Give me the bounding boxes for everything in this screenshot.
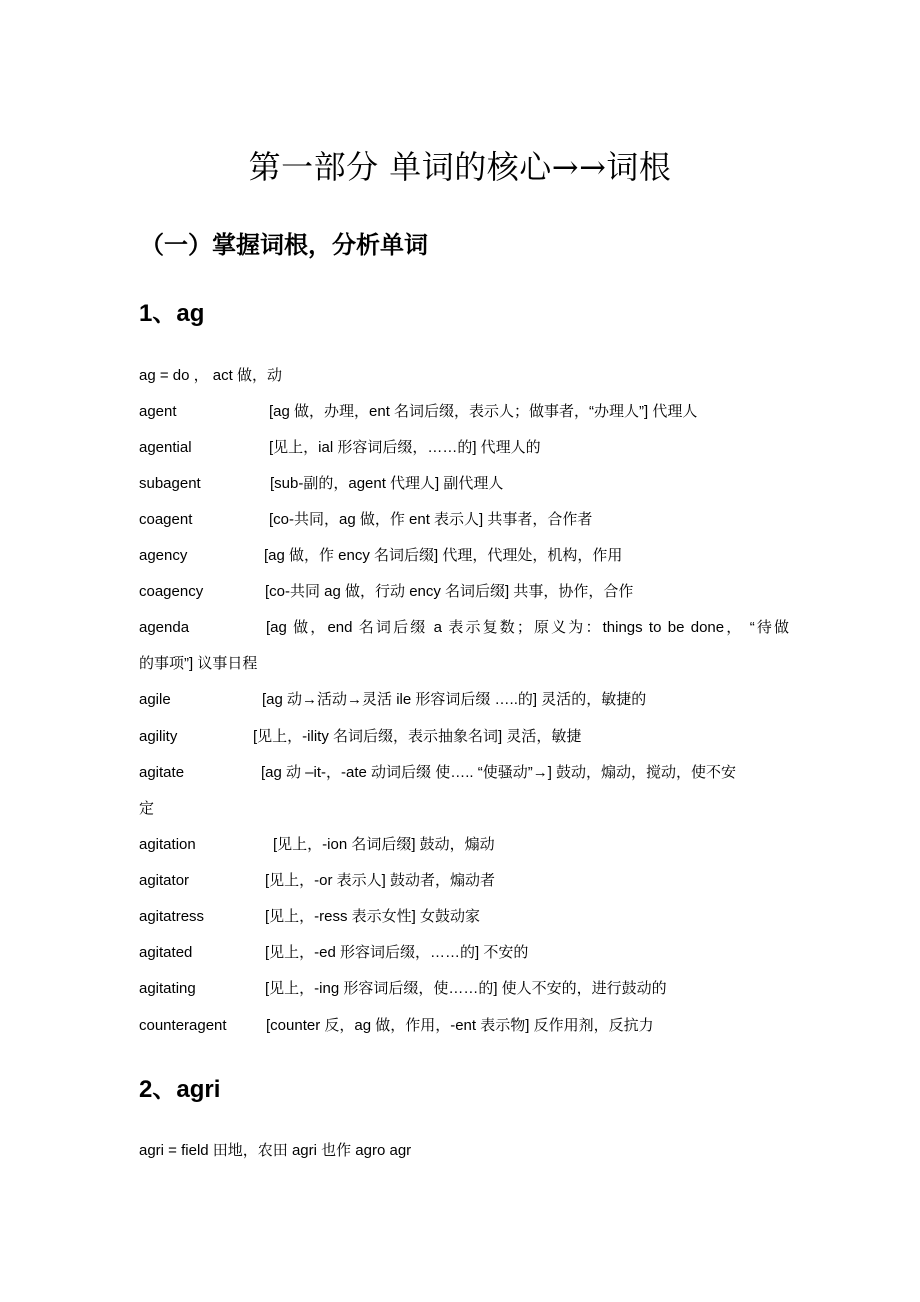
- entry-word: agitated: [139, 944, 193, 961]
- entry-word: agent: [139, 403, 177, 420]
- entry-definition: [co-共同 ag 做，行动 ency 名词后缀] 共事，协作，合作: [265, 583, 634, 600]
- entry-definition-continued: 定: [139, 800, 155, 817]
- entry-definition: [见上，-ion 名词后缀] 鼓动，煽动: [273, 836, 495, 853]
- entry-definition: [见上，-ed 形容词后缀，……的] 不安的: [265, 944, 529, 961]
- page-title: 第一部分 单词的核心→→词根: [248, 148, 672, 186]
- entry-definition: [见上，-ility 名词后缀，表示抽象名词] 灵活，敏捷: [253, 728, 582, 745]
- entry-definition: [ag 做，作 ency 名词后缀] 代理，代理处，机构，作用: [264, 547, 623, 564]
- entry-word: agitatress: [139, 908, 205, 925]
- entry-definition: [见上，-or 表示人] 鼓动者，煽动者: [265, 872, 496, 889]
- subsection-heading-ag: 1、ag: [139, 300, 205, 327]
- entry-definition: [见上，ial 形容词后缀，……的] 代理人的: [269, 439, 541, 456]
- entry-word: subagent: [139, 475, 201, 492]
- root-intro-text: ag = do ， act 做，动: [139, 367, 282, 384]
- entry-definition: [co-共同，ag 做，作 ent 表示人] 共事者，合作者: [269, 511, 593, 528]
- entry-word: agitate: [139, 764, 185, 781]
- root-intro-text: agri = field 田地，农田 agri 也作 agro agr: [139, 1142, 412, 1159]
- subsection-heading-agri: 2、agri: [139, 1076, 221, 1103]
- entry-definition: [counter 反，ag 做，作用，-ent 表示物] 反作用剂，反抗力: [266, 1017, 654, 1034]
- entry-word: agency: [139, 547, 188, 564]
- entry-definition-continued: 的事项”] 议事日程: [139, 655, 258, 672]
- entry-definition: [ag 做，办理，ent 名词后缀，表示人；做事者，“办理人”] 代理人: [269, 403, 698, 420]
- entry-definition: [sub-副的，agent 代理人] 副代理人: [270, 475, 504, 492]
- entry-word: agenda: [139, 619, 190, 636]
- entry-word: coagent: [139, 511, 193, 528]
- entry-word: agile: [139, 691, 171, 708]
- entry-definition: [见上，-ing 形容词后缀，使……的] 使人不安的，进行鼓动的: [265, 980, 667, 997]
- entry-word: agitator: [139, 872, 190, 889]
- entry-word: counteragent: [139, 1017, 227, 1034]
- entry-word: agitation: [139, 836, 196, 853]
- entry-definition: [ag 动 –it-，-ate 动词后缀 使….. “使骚动”→] 鼓动，煽动，搅动，使不安: [261, 764, 737, 781]
- entry-word: coagency: [139, 583, 204, 600]
- entry-definition: [ag 动→活动→灵活 ile 形容词后缀 …..的] 灵活的，敏捷的: [262, 691, 647, 708]
- entry-word: agility: [139, 728, 178, 745]
- entry-definition: [ag 做，end 名词后缀 a 表示复数；原义为：things to be done， “待做: [266, 619, 789, 636]
- entry-definition: [见上，-ress 表示女性] 女鼓动家: [265, 908, 481, 925]
- entry-word: agitating: [139, 980, 196, 997]
- section-heading: （一）掌握词根，分析单词: [140, 232, 428, 259]
- entry-word: agential: [139, 439, 192, 456]
